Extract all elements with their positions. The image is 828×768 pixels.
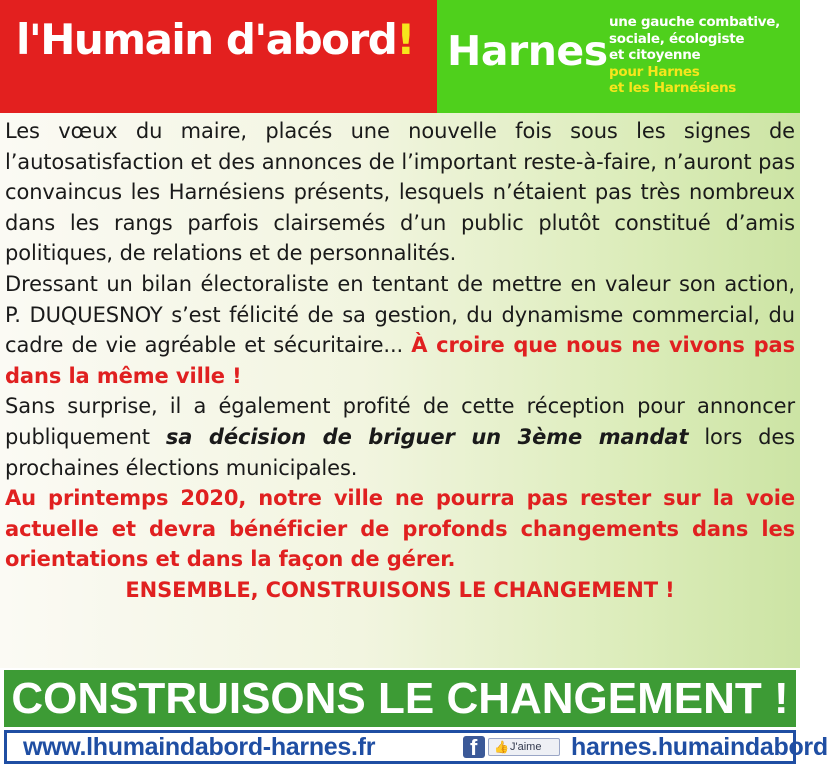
announcement-text-after: lors des prochaines élections municipales. <box>5 424 795 480</box>
like-button[interactable] <box>488 738 560 756</box>
like-label: J'aime <box>510 741 542 753</box>
facebook-page-link[interactable]: harnes.humaindabord <box>571 733 828 761</box>
header-banner <box>0 0 800 113</box>
paragraph-assessment-text: Dressant un bilan électoraliste en tentant de mettre en valeur son action, P. DUQUESNOY s’est félicité de sa gestion, du dynamisme commercial, du cadre de vie agréable et sécuritaire... <box>5 271 795 358</box>
tagline-line: sociale, écologiste <box>609 30 745 47</box>
tagline <box>609 14 780 97</box>
announcement-emphasis: sa décision de briguer un 3ème mandat <box>165 424 689 449</box>
paragraph-slogan: ENSEMBLE, CONSTRUISONS LE CHANGEMENT ! <box>125 577 675 602</box>
announcement-text-before: Sans surprise, il a également profité de cette réception pour annoncer publiquement <box>5 394 795 449</box>
paragraph-call-for-change: Au printemps 2020, notre ville ne pourra pas rester sur la voie actuelle et devra bénéficier de profonds changements dans les orientations et dans la façon de gérer. <box>5 486 795 572</box>
tagline-line: une gauche combative, <box>609 14 780 30</box>
cta-text: CONSTRUISONS LE CHANGEMENT ! <box>11 674 789 723</box>
logo-text: l'Humain d'abord <box>16 15 397 64</box>
paragraph-assessment <box>5 269 795 391</box>
paragraph-announcement <box>5 391 795 483</box>
tagline-line-highlight: pour Harnes <box>609 63 700 80</box>
tagline-line: et citoyenne <box>609 47 701 63</box>
facebook-glyph: f <box>470 735 478 760</box>
logo-exclamation: ! <box>396 15 414 64</box>
highlight-statement: À croire que nous ne vivons pas dans la même ville ! <box>5 333 795 388</box>
facebook-icon[interactable] <box>463 736 485 758</box>
city-name: Harnes <box>447 27 608 75</box>
article-body <box>5 116 795 606</box>
footer-bar <box>4 730 828 764</box>
tagline-line-highlight: et les Harnésiens <box>609 80 737 96</box>
website-link[interactable]: www.lhumaindabord-harnes.fr <box>23 733 376 761</box>
paragraph-intro: Les vœux du maire, placés une nouvelle fois sous les signes de l’autosatisfaction et des annonces de l’important reste-à-faire, n’auront pas convaincus les Harnésiens présents, lesquels n’étaient pas très nombreux dans les rangs parfois clairsemés d’un public plutôt constitué d’amis politiques, de relations et de personnalités. <box>5 119 795 266</box>
logo <box>16 15 414 65</box>
article-panel <box>0 113 800 668</box>
thumbs-up-icon: 👍 <box>494 740 509 754</box>
cta-banner <box>4 670 796 727</box>
